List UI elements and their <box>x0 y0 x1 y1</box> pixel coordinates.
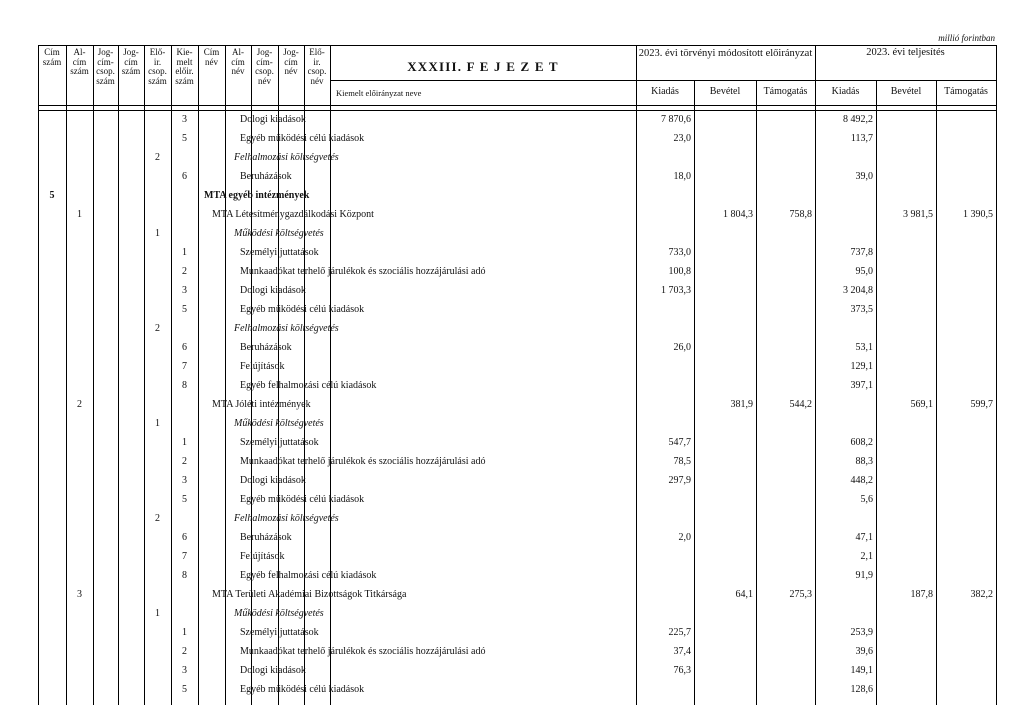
code-column-header <box>144 48 171 86</box>
value-cell: 5,6 <box>860 494 873 505</box>
row-name: Egyéb felhalmozási célú kiadások <box>240 570 377 581</box>
row-name: MTA egyéb intézmények <box>204 190 310 201</box>
value-cell: 608,2 <box>850 437 873 448</box>
code-column-header-line: cím <box>284 56 298 67</box>
value-cell: 18,0 <box>673 171 691 182</box>
eloir-group-number: 1 <box>155 228 160 239</box>
kiemelt-number: 5 <box>182 684 187 695</box>
value-cell: 544,2 <box>789 399 812 410</box>
code-column-header <box>304 48 330 86</box>
code-column-header <box>66 48 93 77</box>
row-name: Munkaadókat terhelő járulékok és szociális hozzájárulási adó <box>240 456 486 467</box>
sub-column-header: Bevétel <box>890 86 922 97</box>
group-header-enacted: 2023. évi törvényi módosított előirányzat <box>638 48 813 59</box>
value-cell: 1 703,3 <box>661 285 691 296</box>
kiemelt-number: 2 <box>182 266 187 277</box>
row-name: Egyéb működési célú kiadások <box>240 684 365 695</box>
kiemelt-number: 8 <box>182 380 187 391</box>
sub-column-header: Támogatás <box>763 86 808 97</box>
value-cell: 23,0 <box>673 133 691 144</box>
code-column-header-line: név <box>231 66 245 77</box>
value-cell: 1 390,5 <box>963 209 993 220</box>
column-rule <box>225 45 226 705</box>
column-rule <box>756 80 757 705</box>
chapter-title: XXXIII. F E J E Z E T <box>407 59 559 74</box>
code-column-header-line: Cím <box>44 47 60 57</box>
header-top-rule <box>38 45 996 46</box>
kiemelt-number: 1 <box>182 437 187 448</box>
code-column-header <box>225 48 251 77</box>
row-name: Egyéb felhalmozási célú kiadások <box>240 380 377 391</box>
header-group-rule <box>636 80 996 81</box>
code-column-header <box>198 48 225 67</box>
column-rule <box>144 45 145 705</box>
value-cell: 39,6 <box>855 646 873 657</box>
column-rule <box>38 45 39 705</box>
value-cell: 39,0 <box>855 171 873 182</box>
value-cell: 373,5 <box>850 304 873 315</box>
row-name: Beruházások <box>240 171 292 182</box>
code-column-header <box>251 48 278 86</box>
value-cell: 129,1 <box>850 361 873 372</box>
eloir-group-number: 2 <box>155 513 160 524</box>
kiemelt-number: 7 <box>182 361 187 372</box>
header-title-rule <box>330 80 636 81</box>
row-name: Személyi juttatások <box>240 247 319 258</box>
code-column-header-line: Elő- <box>149 47 166 57</box>
row-name: Működési költségvetés <box>234 228 324 239</box>
value-cell: 599,7 <box>970 399 993 410</box>
kiemelt-number: 7 <box>182 551 187 562</box>
column-rule <box>694 80 695 705</box>
code-column-header-line: szám <box>70 66 89 77</box>
row-name: Munkaadókat terhelő járulékok és szociális hozzájárulási adó <box>240 646 486 657</box>
value-cell: 187,8 <box>910 589 933 600</box>
value-cell: 737,8 <box>850 247 873 258</box>
code-column-header-line: cím <box>72 56 87 67</box>
code-column-header-line: cím- <box>97 56 114 67</box>
column-rule <box>66 45 67 705</box>
value-cell: 37,4 <box>673 646 691 657</box>
kiemelt-number: 2 <box>182 646 187 657</box>
code-column-header-line: csop. <box>96 66 115 77</box>
kiemelt-number: 5 <box>182 133 187 144</box>
code-column-header-line: szám <box>175 75 194 86</box>
code-column-header-line: Al- <box>232 47 244 57</box>
value-cell: 128,6 <box>850 684 873 695</box>
row-name: Dologi kiadások <box>240 665 306 676</box>
value-cell: 381,9 <box>730 399 753 410</box>
row-name: Egyéb működési célú kiadások <box>240 304 365 315</box>
code-column-header-line: melt <box>176 56 193 67</box>
column-rule <box>636 45 637 705</box>
value-cell: 76,3 <box>673 665 691 676</box>
code-column-header-line: előir. <box>175 66 194 77</box>
value-cell: 253,9 <box>850 627 873 638</box>
value-cell: 78,5 <box>673 456 691 467</box>
code-column-header <box>38 48 66 67</box>
sub-column-header: Támogatás <box>944 86 988 97</box>
kiemelt-number: 8 <box>182 570 187 581</box>
kiemelt-number: 5 <box>182 304 187 315</box>
code-column-header-line: név <box>310 75 324 86</box>
kiemelt-number: 6 <box>182 171 187 182</box>
kiemelt-number: 1 <box>182 247 187 258</box>
row-name: Dologi kiadások <box>240 285 306 296</box>
value-cell: 47,1 <box>855 532 873 543</box>
value-cell: 225,7 <box>668 627 691 638</box>
value-cell: 91,9 <box>855 570 873 581</box>
column-rule <box>93 45 94 705</box>
row-name: Beruházások <box>240 342 292 353</box>
alcim-number: 1 <box>77 209 82 220</box>
header-bottom-rule-2 <box>38 110 996 111</box>
row-name: Dologi kiadások <box>240 475 306 486</box>
code-column-header-line: cím <box>124 56 138 67</box>
value-cell: 3 204,8 <box>843 285 873 296</box>
kiemelt-number: 3 <box>182 475 187 486</box>
kiemelt-number: 2 <box>182 456 187 467</box>
value-cell: 275,3 <box>789 589 812 600</box>
code-column-header-line: csop. <box>307 66 327 77</box>
column-rule <box>171 45 172 705</box>
value-cell: 3 981,5 <box>903 209 933 220</box>
value-cell: 382,2 <box>970 589 993 600</box>
row-name: Felújítások <box>240 551 285 562</box>
column-rule <box>330 45 331 705</box>
value-cell: 7 870,6 <box>661 114 691 125</box>
code-column-header-line: név <box>284 66 298 77</box>
row-name: Személyi juttatások <box>240 437 319 448</box>
column-rule <box>278 45 279 705</box>
value-cell: 113,7 <box>850 133 873 144</box>
code-column-header <box>118 48 144 77</box>
code-column-header-line: Cím <box>203 47 220 57</box>
row-name: Felhalmozási költségvetés <box>234 152 339 163</box>
code-column-header <box>93 48 118 86</box>
code-column-header-line: Jog- <box>256 47 273 57</box>
value-cell: 100,8 <box>668 266 691 277</box>
column-rule <box>936 80 937 705</box>
code-column-header-line: szám <box>121 66 141 77</box>
code-column-header-line: ir. <box>313 56 321 67</box>
value-cell: 297,9 <box>668 475 691 486</box>
value-cell: 758,8 <box>789 209 812 220</box>
code-column-header-line: név <box>258 75 271 86</box>
value-cell: 2,0 <box>678 532 691 543</box>
row-name: Dologi kiadások <box>240 114 306 125</box>
code-column-header-line: Jog- <box>283 47 299 57</box>
unit-label: millió forintban <box>938 33 995 43</box>
value-cell: 733,0 <box>668 247 691 258</box>
eloir-group-number: 1 <box>155 418 160 429</box>
kiemelt-number: 5 <box>182 494 187 505</box>
alcim-number: 2 <box>77 399 82 410</box>
code-column-header <box>171 48 198 86</box>
value-cell: 26,0 <box>673 342 691 353</box>
kiemelt-number: 1 <box>182 627 187 638</box>
value-cell: 8 492,2 <box>843 114 873 125</box>
code-column-header-line: szám <box>96 75 115 86</box>
kiemelt-number: 3 <box>182 665 187 676</box>
code-column-header-line: cím <box>231 56 245 67</box>
code-column-header-line: szám <box>148 75 167 86</box>
row-name: Egyéb működési célú kiadások <box>240 133 365 144</box>
column-rule <box>251 45 252 705</box>
kiemelt-number: 6 <box>182 532 187 543</box>
name-column-header: Kiemelt előirányzat neve <box>336 88 422 98</box>
value-cell: 547,7 <box>668 437 691 448</box>
kiemelt-number: 3 <box>182 114 187 125</box>
group-header-actual: 2023. évi teljesítés <box>866 47 945 58</box>
cim-number: 5 <box>49 190 55 201</box>
column-rule <box>118 45 119 705</box>
value-cell: 2,1 <box>860 551 873 562</box>
code-column-header-line: szám <box>42 56 62 67</box>
row-name: MTA Területi Akadémiai Bizottságok Titkársága <box>212 589 407 600</box>
code-column-header-line: Jog- <box>97 47 114 57</box>
code-column-header-line: Jog- <box>123 47 139 57</box>
code-column-header <box>278 48 304 77</box>
eloir-group-number: 1 <box>155 608 160 619</box>
value-cell: 1 804,3 <box>723 209 753 220</box>
value-cell: 149,1 <box>850 665 873 676</box>
row-name: Felhalmozási költségvetés <box>234 323 339 334</box>
row-name: Felhalmozási költségvetés <box>234 513 339 524</box>
code-column-header-line: Al- <box>73 47 86 57</box>
code-column-header-line: ir. <box>153 56 162 67</box>
row-name: Felújítások <box>240 361 285 372</box>
sub-column-header: Kiadás <box>831 86 860 97</box>
sub-column-header: Kiadás <box>651 86 679 97</box>
value-cell: 95,0 <box>855 266 873 277</box>
header-bottom-rule <box>38 105 996 106</box>
kiemelt-number: 3 <box>182 285 187 296</box>
column-rule <box>815 45 816 705</box>
kiemelt-number: 6 <box>182 342 187 353</box>
code-column-header-line: csop. <box>148 66 167 77</box>
row-name: MTA Jóléti intézmények <box>212 399 311 410</box>
value-cell: 88,3 <box>855 456 873 467</box>
row-name: Működési költségvetés <box>234 418 324 429</box>
code-column-header-line: név <box>205 56 218 67</box>
value-cell: 448,2 <box>850 475 873 486</box>
value-cell: 53,1 <box>855 342 873 353</box>
value-cell: 569,1 <box>910 399 933 410</box>
code-column-header-line: cím- <box>256 56 273 67</box>
row-name: Személyi juttatások <box>240 627 319 638</box>
eloir-group-number: 2 <box>155 152 160 163</box>
column-rule <box>304 45 305 705</box>
row-name: Beruházások <box>240 532 292 543</box>
row-name: Működési költségvetés <box>234 608 324 619</box>
column-rule <box>198 45 199 705</box>
code-column-header-line: Kie- <box>176 47 193 57</box>
column-rule <box>996 45 997 705</box>
sub-column-header: Bevétel <box>709 86 741 97</box>
eloir-group-number: 2 <box>155 323 160 334</box>
alcim-number: 3 <box>77 589 82 600</box>
column-rule <box>876 80 877 705</box>
row-name: Egyéb működési célú kiadások <box>240 494 365 505</box>
code-column-header-line: csop. <box>255 66 274 77</box>
value-cell: 64,1 <box>735 589 753 600</box>
value-cell: 397,1 <box>850 380 873 391</box>
code-column-header-line: Elő- <box>309 47 325 57</box>
row-name: Munkaadókat terhelő járulékok és szociális hozzájárulási adó <box>240 266 486 277</box>
row-name: MTA Létesítménygazdálkodási Központ <box>212 209 374 220</box>
